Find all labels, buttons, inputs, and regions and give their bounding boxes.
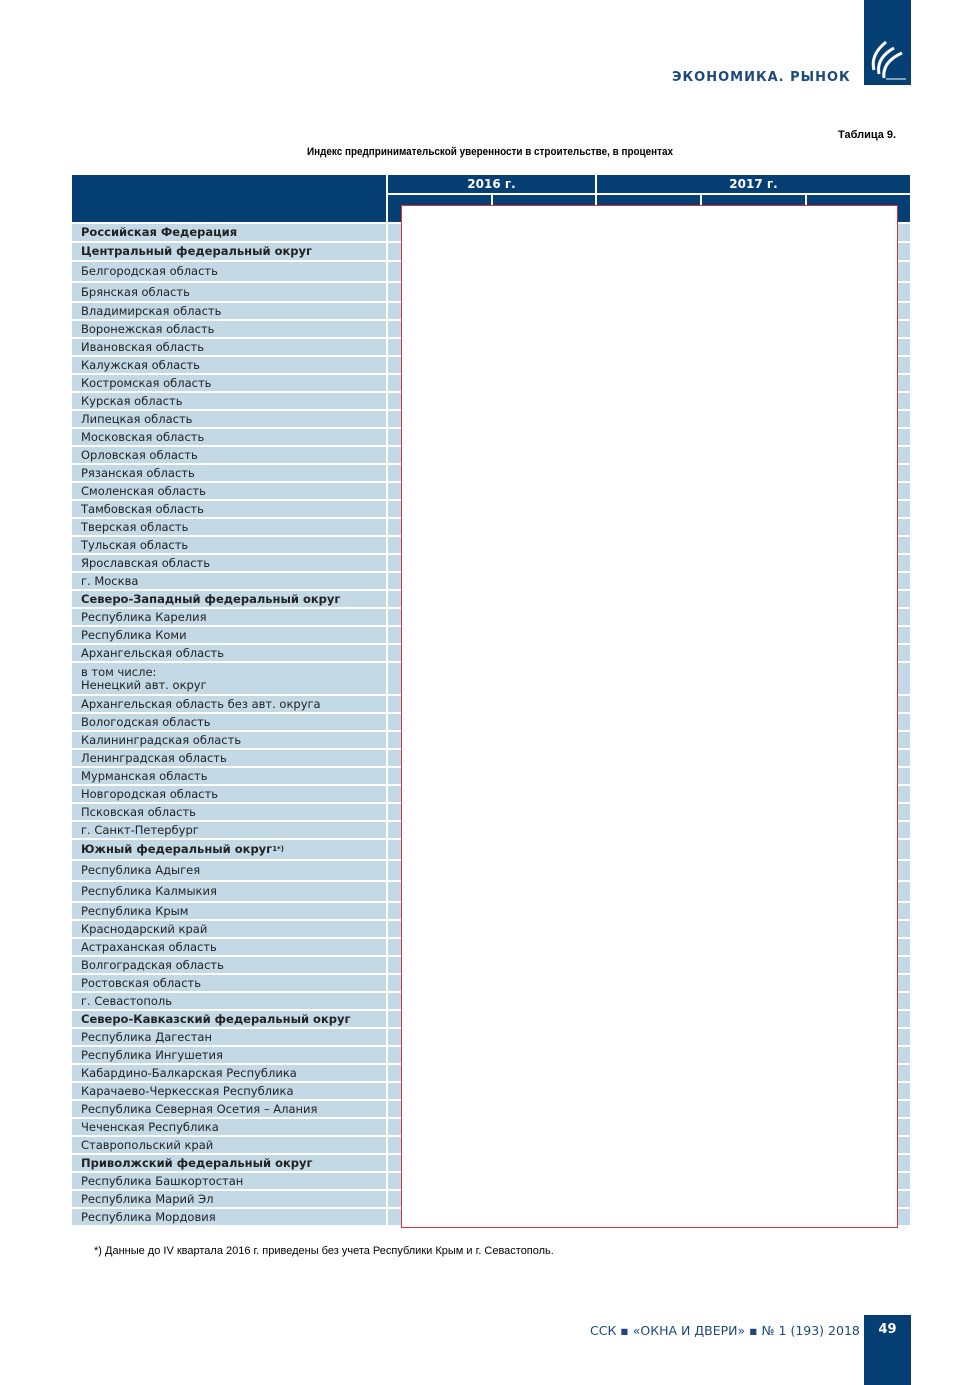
row-label: Кабардино-Балкарская Республика xyxy=(81,1065,297,1080)
table-row xyxy=(72,537,386,553)
table-row xyxy=(72,243,386,260)
table-row xyxy=(72,1209,386,1225)
row-label: г. Санкт-Петербург xyxy=(81,822,199,837)
table-row xyxy=(72,411,386,427)
row-label: Краснодарский край xyxy=(81,921,208,936)
row-label: Мурманская область xyxy=(81,768,208,783)
row-label: Архангельская область без авт. округа xyxy=(81,696,321,711)
row-label: Республика Карелия xyxy=(81,609,207,624)
header-year-2017: 2017 г. xyxy=(597,175,910,193)
row-label: Смоленская область xyxy=(81,483,206,498)
row-label: Ставропольский край xyxy=(81,1137,214,1152)
table-row xyxy=(72,663,386,694)
table-row xyxy=(72,822,386,838)
redacted-data-area xyxy=(401,205,898,1228)
row-label: Калужская область xyxy=(81,357,200,372)
table-row xyxy=(72,573,386,589)
table-row xyxy=(72,1047,386,1063)
row-label: Чеченская Республика xyxy=(81,1119,219,1134)
row-label: Северо-Западный федеральный округ xyxy=(81,591,341,606)
row-label: Центральный федеральный округ xyxy=(81,244,313,258)
table-row xyxy=(72,696,386,712)
table-row xyxy=(72,447,386,463)
table-row xyxy=(72,393,386,409)
table-row xyxy=(72,1029,386,1045)
row-label: Республика Адыгея xyxy=(81,863,201,877)
row-label: Рязанская область xyxy=(81,465,195,480)
table-row xyxy=(72,465,386,481)
header-year-2016: 2016 г. xyxy=(388,175,595,193)
table-number: Таблица 9. xyxy=(838,129,897,141)
row-label: Волгоградская область xyxy=(81,957,224,972)
row-label: Воронежская область xyxy=(81,321,215,336)
row-label: Московская область xyxy=(81,429,205,444)
row-label: Республика Ингушетия xyxy=(81,1047,223,1062)
row-label: Республика Мордовия xyxy=(81,1209,216,1224)
table-row xyxy=(72,357,386,373)
table-row xyxy=(72,609,386,625)
table-row xyxy=(72,768,386,784)
table-row xyxy=(72,732,386,748)
row-label: Тамбовская область xyxy=(81,501,204,516)
row-label: Орловская область xyxy=(81,447,198,462)
row-label: г. Севастополь xyxy=(81,993,173,1008)
table-row xyxy=(72,483,386,499)
table-row xyxy=(72,861,386,880)
row-label: Северо-Кавказский федеральный округ xyxy=(81,1011,351,1026)
row-label: Ивановская область xyxy=(81,339,204,354)
row-label: Астраханская область xyxy=(81,939,217,954)
row-label: Липецкая область xyxy=(81,411,193,426)
table-row xyxy=(72,429,386,445)
row-label: Республика Коми xyxy=(81,627,187,642)
table-row xyxy=(72,224,386,241)
row-label: Курская область xyxy=(81,393,183,408)
table-row xyxy=(72,840,386,859)
row-label: Карачаево-Черкесская Республика xyxy=(81,1083,294,1098)
row-label: Владимирская область xyxy=(81,303,222,318)
row-label: Тверская область xyxy=(81,519,189,534)
row-label: Республика Северная Осетия – Алания xyxy=(81,1101,318,1116)
table-row xyxy=(72,957,386,973)
table-row xyxy=(72,262,386,281)
row-label: Республика Калмыкия xyxy=(81,884,217,898)
table-row xyxy=(72,501,386,517)
row-label: Республика Дагестан xyxy=(81,1029,212,1044)
row-label: Белгородская область xyxy=(81,264,218,278)
table-row xyxy=(72,1065,386,1081)
table-row xyxy=(72,303,386,319)
table-row xyxy=(72,1137,386,1153)
row-label: в том числе: xyxy=(81,664,157,679)
row-label: Республика Марий Эл xyxy=(81,1191,214,1206)
row-label: Новгородская область xyxy=(81,786,219,801)
footer-publication: ССК ▪ «ОКНА И ДВЕРИ» ▪ № 1 (193) 2018 xyxy=(590,1323,860,1338)
row-label: Псковская область xyxy=(81,804,196,819)
row-label: Республика Башкортостан xyxy=(81,1173,244,1188)
table-row xyxy=(72,519,386,535)
table-row xyxy=(72,903,386,919)
table-row xyxy=(72,1173,386,1189)
row-label: Российская Федерация xyxy=(81,225,238,239)
footnote: *) Данные до IV квартала 2016 г. приведены без учета Республики Крым и г. Севастополь. xyxy=(94,1245,554,1257)
table-row xyxy=(72,750,386,766)
table-row xyxy=(72,627,386,643)
table-row xyxy=(72,375,386,391)
row-label: Брянская область xyxy=(81,284,190,299)
row-label-line2: Ненецкий авт. округ xyxy=(81,677,207,692)
table-row xyxy=(72,555,386,571)
table-row xyxy=(72,1155,386,1171)
table-row xyxy=(72,283,386,301)
header-label-cell xyxy=(72,175,386,222)
row-label: Костромская область xyxy=(81,375,212,390)
row-label: Архангельская область xyxy=(81,645,224,660)
table-row xyxy=(72,714,386,730)
table-row xyxy=(72,645,386,661)
logo-icon xyxy=(864,0,911,85)
section-title: ЭКОНОМИКА. РЫНОК xyxy=(672,70,851,85)
table-row xyxy=(72,591,386,607)
row-label: Тульская область xyxy=(81,537,189,552)
table-title: Индекс предпринимательской уверенности в строительстве, в процентах xyxy=(307,146,673,158)
table-row xyxy=(72,882,386,901)
row-label: г. Москва xyxy=(81,573,139,588)
row-label: Вологодская область xyxy=(81,714,211,729)
footnote-mark: 1*) xyxy=(272,845,284,853)
table-row xyxy=(72,1101,386,1117)
row-label: Калининградская область xyxy=(81,732,242,747)
page-number: 49 xyxy=(864,1315,911,1385)
table-row xyxy=(72,321,386,337)
table-row xyxy=(72,786,386,802)
logo xyxy=(864,0,911,85)
row-label: Ленинградская область xyxy=(81,750,227,765)
row-label: Ярославская область xyxy=(81,555,211,570)
row-label: Приволжский федеральный округ xyxy=(81,1155,313,1170)
table-row xyxy=(72,1191,386,1207)
table-row xyxy=(72,1083,386,1099)
row-label: Южный федеральный округ xyxy=(81,842,273,856)
table-row xyxy=(72,339,386,355)
table-row xyxy=(72,1119,386,1135)
table-row xyxy=(72,921,386,937)
table-row xyxy=(72,939,386,955)
row-label: Ростовская область xyxy=(81,975,202,990)
table-row xyxy=(72,1011,386,1027)
table-row xyxy=(72,993,386,1009)
row-label: Республика Крым xyxy=(81,903,189,918)
table-row xyxy=(72,804,386,820)
table-row xyxy=(72,975,386,991)
